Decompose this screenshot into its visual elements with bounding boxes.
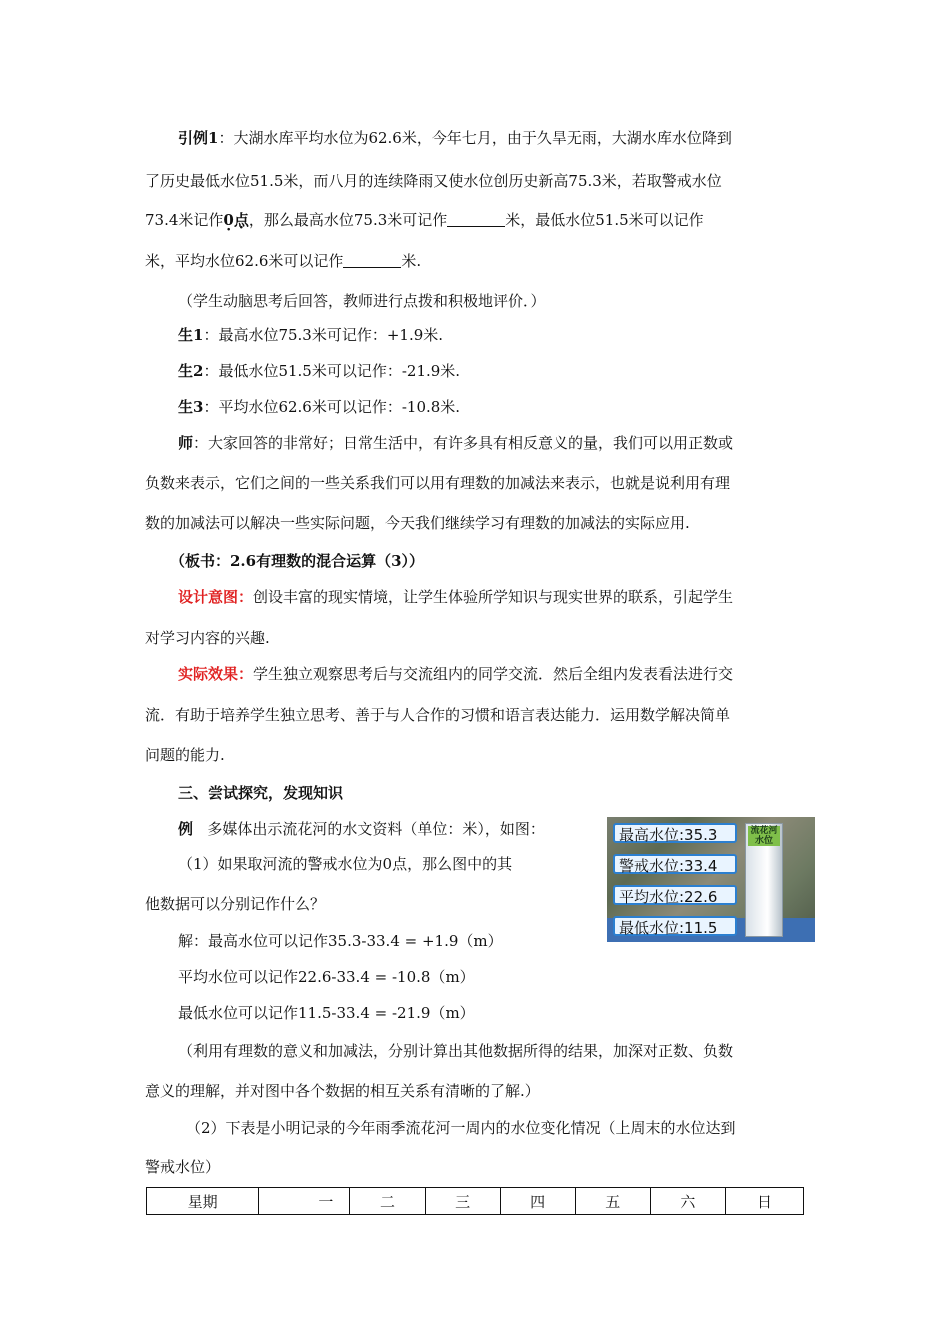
table-cell: 一 bbox=[259, 1188, 350, 1215]
teacher-line-1: 师：大家回答的非常好；日常生活中，有许多具有相反意义的量，我们可以用正数或 bbox=[178, 434, 734, 452]
tag-highest: 最高水位:35.3 bbox=[613, 823, 737, 843]
note-2-line-2: 意义的理解，并对图中各个数据的相互关系有清晰的了解.） bbox=[145, 1082, 540, 1100]
table-cell: 四 bbox=[500, 1188, 575, 1215]
gauge-post-title: 流花河水位 bbox=[748, 826, 780, 846]
solution-1: 解：最高水位可以记作35.3-33.4 = +1.9（m） bbox=[178, 932, 503, 950]
answer-blank-2 bbox=[343, 253, 401, 268]
example-line: 例 多媒体出示流花河的水文资料（单位：米），如图： bbox=[178, 820, 545, 838]
answer-blank-1 bbox=[447, 212, 505, 227]
design-line-1: 设计意图：创设丰富的现实情境，让学生体验所学知识与现实世界的联系，引起学生 bbox=[178, 588, 734, 606]
table-row bbox=[147, 1188, 804, 1215]
effect-line-3: 问题的能力. bbox=[145, 746, 225, 764]
intro-label: 引例1 bbox=[178, 129, 219, 147]
weekday-table bbox=[146, 1187, 804, 1215]
intro-line-2: 了历史最低水位51.5米，而八月的连续降雨又使水位创历史新高75.3米，若取警戒水位 bbox=[145, 172, 722, 190]
dian-emph: 点 bbox=[233, 211, 249, 229]
solution-3: 最低水位可以记作11.5-33.4 = -21.9（m） bbox=[178, 1004, 475, 1022]
note-2-line-1: （利用有理数的意义和加减法，分别计算出其他数据所得的结果，加深对正数、负数 bbox=[178, 1042, 734, 1060]
table-cell: 日 bbox=[725, 1188, 803, 1215]
note-1: （学生动脑思考后回答，教师进行点拨和积极地评价．） bbox=[178, 292, 546, 310]
section-heading-3: 三、尝试探究，发现知识 bbox=[178, 784, 344, 802]
student-3: 生3：平均水位62.6米可以记作：-10.8米. bbox=[178, 398, 461, 416]
teacher-line-2: 负数来表示，它们之间的一些关系我们可以用有理数的加减法来表示，也就是说利用有理 bbox=[145, 474, 731, 492]
intro-line-1: 引例1：大湖水库平均水位为62.6米，今年七月，由于久旱无雨，大湖水库水位降到 bbox=[178, 129, 732, 147]
table-cell: 三 bbox=[425, 1188, 500, 1215]
effect-line-1: 实际效果：学生独立观察思考后与交流组内的同学交流．然后全组内发表看法进行交 bbox=[178, 665, 734, 683]
teacher-line-3: 数的加减法可以解决一些实际问题，今天我们继续学习有理数的加减法的实际应用. bbox=[145, 514, 690, 532]
question-2-line-1: （2）下表是小明记录的今年雨季流花河一周内的水位变化情况（上周末的水位达到 bbox=[186, 1119, 736, 1137]
question-1-line-2: 他数据可以分别记作什么？ bbox=[145, 895, 326, 913]
design-label: 设计意图： bbox=[178, 588, 254, 606]
effect-line-2: 流．有助于培养学生独立思考、善于与人合作的习惯和语言表达能力．运用数学解决简单 bbox=[145, 706, 731, 724]
table-cell: 六 bbox=[650, 1188, 725, 1215]
board-note: （板书：2.6有理数的混合运算（3）） bbox=[170, 552, 425, 570]
student-2: 生2：最低水位51.5米可以记作：-21.9米. bbox=[178, 362, 461, 380]
tag-lowest: 最低水位:11.5 bbox=[613, 916, 737, 936]
intro-line-4: 米，平均水位62.6米可以记作 米. bbox=[145, 252, 422, 270]
zero-emph: 0 · bbox=[223, 211, 233, 229]
question-1-line-1: （1）如果取河流的警戒水位为0点，那么图中的其 bbox=[178, 855, 513, 873]
gauge-post bbox=[745, 823, 783, 937]
tag-average: 平均水位:22.6 bbox=[613, 885, 737, 905]
effect-label: 实际效果： bbox=[178, 665, 254, 683]
student-1: 生1：最高水位75.3米可记作：+1.9米. bbox=[178, 326, 444, 344]
table-cell: 五 bbox=[575, 1188, 650, 1215]
solution-2: 平均水位可以记作22.6-33.4 = -10.8（m） bbox=[178, 968, 475, 986]
table-cell: 二 bbox=[350, 1188, 425, 1215]
design-line-2: 对学习内容的兴趣. bbox=[145, 629, 270, 647]
tag-warning: 警戒水位:33.4 bbox=[613, 854, 737, 874]
table-cell: 星期 bbox=[147, 1188, 259, 1215]
water-level-figure bbox=[607, 817, 815, 942]
intro-line-3: 73.4米记作0 ·点，那么最高水位75.3米可记作 米，最低水位51.5米可以记作 bbox=[145, 209, 807, 230]
question-2-line-2: 警戒水位） bbox=[145, 1158, 221, 1176]
